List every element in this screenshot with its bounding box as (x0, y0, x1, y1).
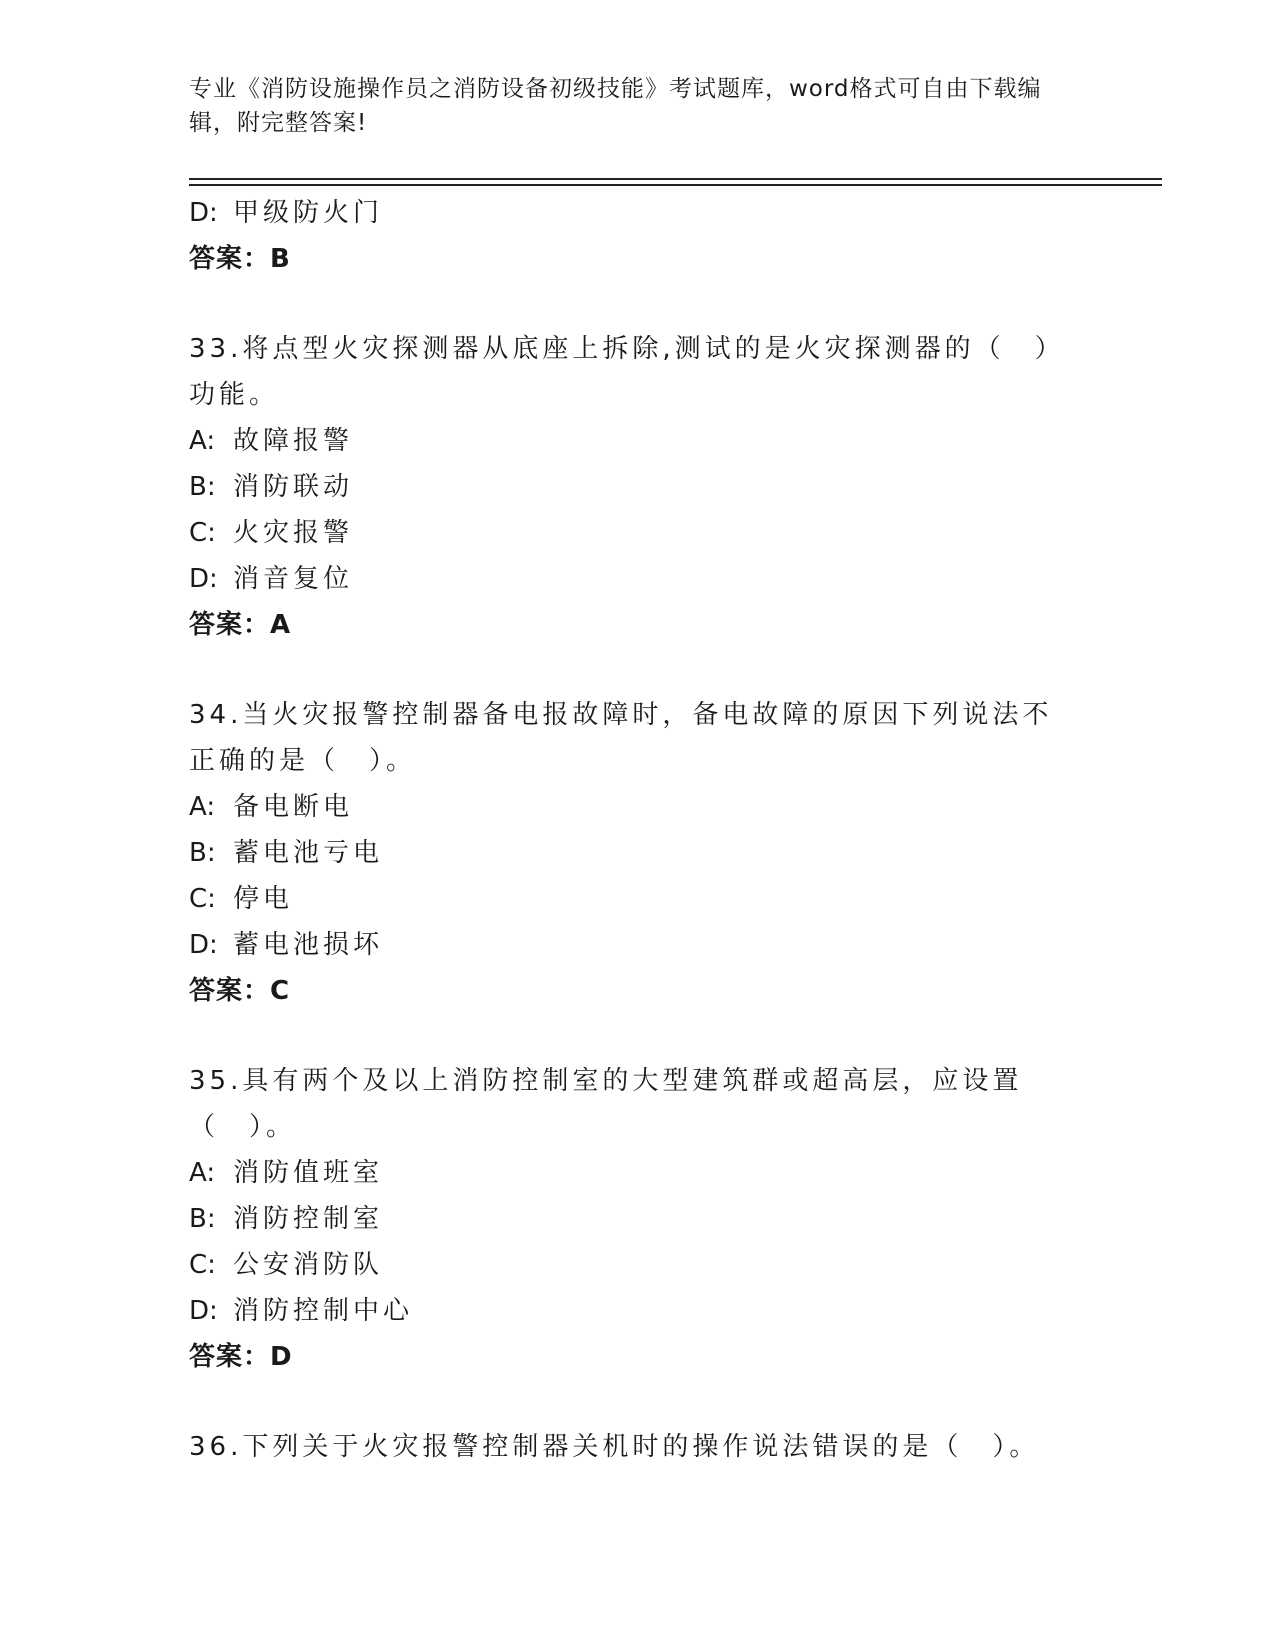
option-text: 公安消防队 (233, 1250, 384, 1280)
option-c (189, 1242, 1089, 1288)
option-a (189, 1150, 1089, 1196)
option-text: 消音复位 (233, 564, 354, 594)
option-label: A: (189, 1158, 216, 1188)
option-text: 消防值班室 (233, 1158, 384, 1188)
option-label: C: (189, 1250, 216, 1280)
option-c (189, 876, 1089, 922)
question-36 (189, 1424, 1089, 1470)
option-label: C: (189, 518, 216, 548)
option-label: B: (189, 838, 216, 868)
option-text: 备电断电 (233, 792, 354, 822)
option-text: 火灾报警 (233, 518, 354, 548)
option-text: 停电 (233, 884, 294, 914)
option-text: 蓄电池损坏 (233, 930, 384, 960)
option-b (189, 464, 1089, 510)
question-34 (189, 692, 1089, 1014)
question-list (189, 190, 1089, 1470)
header-divider-top (189, 178, 1162, 180)
question-35 (189, 1058, 1089, 1380)
header-divider-bottom (189, 184, 1162, 186)
option-text: 甲级防火门 (233, 198, 384, 228)
option-text: 蓄电池亏电 (233, 838, 384, 868)
option-text: 消防联动 (233, 472, 354, 502)
question-33 (189, 326, 1089, 648)
question-stem: 35.具有两个及以上消防控制室的大型建筑群或超高层，应设置（ ）。 (189, 1066, 1023, 1142)
option-label: D: (189, 198, 218, 228)
question-stem: 33.将点型火灾探测器从底座上拆除,测试的是火灾探测器的（ ）功能。 (189, 334, 1065, 410)
option-label: C: (189, 884, 216, 914)
option-b (189, 830, 1089, 876)
option-label: A: (189, 792, 216, 822)
option-label: D: (189, 564, 218, 594)
option-label: A: (189, 426, 216, 456)
answer-line: 答案：C (189, 976, 291, 1006)
option-b (189, 1196, 1089, 1242)
option-label: D: (189, 1296, 218, 1326)
option-label: D: (189, 930, 218, 960)
answer-line: 答案：B (189, 244, 291, 274)
option-d-continued (189, 190, 1089, 236)
option-d (189, 1288, 1089, 1334)
answer-line: 答案：A (189, 610, 292, 640)
option-a (189, 418, 1089, 464)
question-stem: 34.当火灾报警控制器备电报故障时，备电故障的原因下列说法不正确的是（ ）。 (189, 700, 1053, 776)
option-d (189, 556, 1089, 602)
option-c (189, 510, 1089, 556)
option-d (189, 922, 1089, 968)
option-label: B: (189, 1204, 216, 1234)
question-stem: 36.下列关于火灾报警控制器关机时的操作说法错误的是（ ）。 (189, 1432, 1040, 1462)
option-a (189, 784, 1089, 830)
option-text: 消防控制室 (233, 1204, 384, 1234)
answer-line: 答案：D (189, 1342, 293, 1372)
option-text: 消防控制中心 (233, 1296, 414, 1326)
document-header: 专业《消防设施操作员之消防设备初级技能》考试题库，word格式可自由下载编辑，附完整答案! (189, 76, 1042, 136)
option-text: 故障报警 (233, 426, 354, 456)
option-label: B: (189, 472, 216, 502)
